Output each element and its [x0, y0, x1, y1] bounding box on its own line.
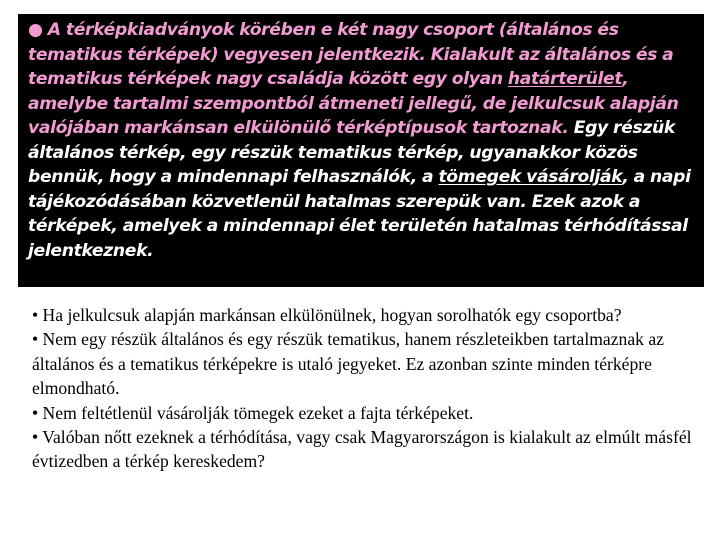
intro-body-underlined-term: tömegek vásárolják: [438, 167, 623, 187]
intro-body-text-1: Egy részük általános térkép, egy részük tematikus térkép, ugyanakkor közös bennük, hogy a mindennapi felhasználók, a: [28, 118, 675, 187]
question-list: [32, 303, 702, 474]
intro-body-text-2: , a napi tájékozódásában közvetlenül hatalmas szerepük van. Ezek azok a térképek, amelyek a mindennapi élet területén hatalmas térhódítással jelentkeznek.: [28, 167, 691, 261]
intro-highlight-underlined-term: határterület: [507, 69, 623, 89]
intro-highlight-text-2: , amelybe tartalmi szempontból átmeneti jellegű, de jelkulcsuk alapján valójában markánsan elkülönülő térképtípusok tartoznak.: [28, 69, 679, 138]
question-item: • Ha jelkulcsuk alapján markánsan elkülönülnek, hogyan sorolhatók egy csoportba?: [32, 305, 622, 325]
question-item: • Nem egy részük általános és egy részük tematikus, hanem részleteikben tartalmaznak az általános és a tematikus térképekre is utaló jegyeket. Ez azonban szinte minden térképre elmondható.: [32, 329, 664, 399]
intro-text-box: [18, 14, 704, 287]
question-item: • Nem feltétlenül vásárolják tömegek ezeket a fajta térképeket.: [32, 402, 474, 423]
question-item: • Valóban nőtt ezeknek a térhódítása, vagy csak Magyarországon is kialakult az elmúlt másfél évtizedben a térkép kereskedem?: [32, 427, 692, 472]
intro-highlight-text-1: ● A térképkiadványok körében e két nagy csoport (általános és tematikus térképek) vegyesen jelentkezik. Kialakult az általános és a tematikus térképek nagy családja között egy olyan: [28, 20, 674, 89]
